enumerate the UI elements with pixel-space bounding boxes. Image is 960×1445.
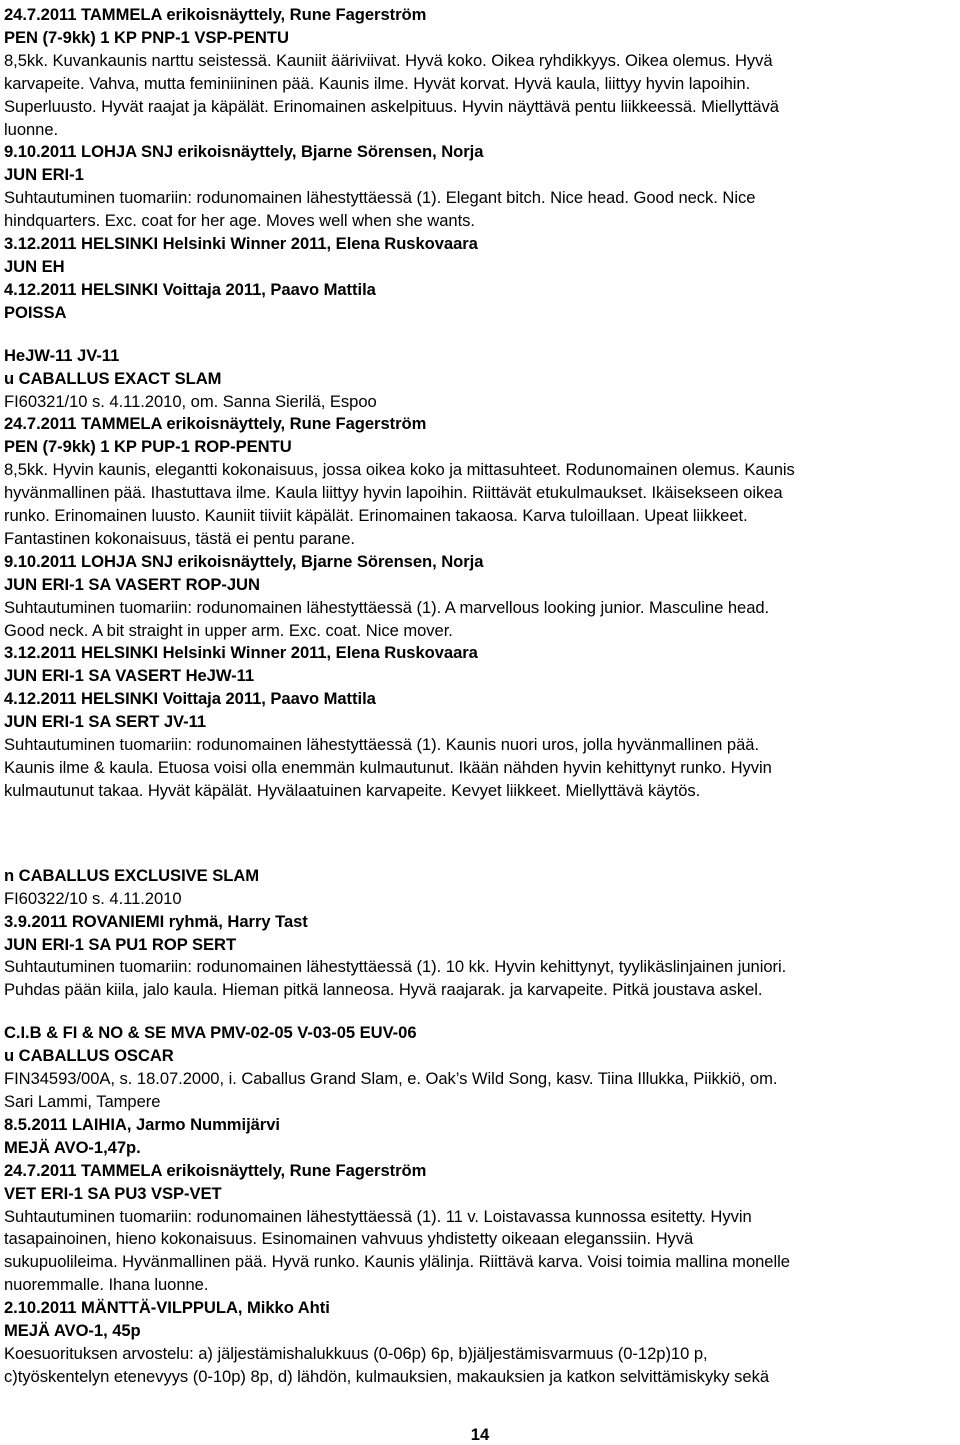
heading-line: 24.7.2011 TAMMELA erikoisnäyttely, Rune Fagerström [4,5,427,24]
text-line: Puhdas pään kiila, jalo kaula. Hieman pitkä lanneosa. Hyvä raajarak. ja karvapeite. Pitkä joustava askel. [4,980,763,1000]
text-line: Fantastinen kokonaisuus, tästä ei pentu parane. [4,528,355,548]
text-line: tasapainoinen, hieno kokonaisuus. Esinomainen vahvuus yhdistetty oikeaan eleganssiin. Hyvä [4,1229,694,1249]
text-line: Koesuorituksen arvostelu: a) jäljestämishalukkuus (0-06p) 6p, b)jäljestämisvarmuus (0-12p)10 p, [4,1343,708,1363]
text-line: Suhtautuminen tuomariin: rodunomainen lähestyttäessä (1). 11 v. Loistavassa kunnossa esitetty. Hyvin [4,1206,752,1226]
heading-line: 4.12.2011 HELSINKI Voittaja 2011, Paavo Mattila [4,279,376,299]
text-line: hyvänmallinen pää. Ihastuttava ilme. Kaula liittyy hyvin lapoihin. Riittävät etukulmaukset. Ikäisekseen oikea [4,483,783,503]
heading-line: 9.10.2011 LOHJA SNJ erikoisnäyttely, Bjarne Sörensen, Norja [4,142,484,162]
paragraph-gap [4,803,956,865]
text-line: kulmautunut takaa. Hyvät käpälät. Hyvälaatuinen karvapeite. Kevyet liikkeet. Miellyttävä käytös. [4,780,701,800]
heading-line: HeJW-11 JV-11 [4,345,120,365]
heading-line: VET ERI-1 SA PU3 VSP-VET [4,1183,222,1203]
text-line: FI60321/10 s. 4.11.2010, om. Sanna Sierilä, Espoo [4,391,377,411]
heading-line: 3.12.2011 HELSINKI Helsinki Winner 2011, Elena Ruskovaara [4,234,478,254]
heading-line: PEN (7-9kk) 1 KP PNP-1 VSP-PENTU [4,27,289,47]
heading-line: 8.5.2011 LAIHIA, Jarmo Nummijärvi [4,1114,280,1134]
text-line: Suhtautuminen tuomariin: rodunomainen lähestyttäessä (1). Kaunis nuori uros, jolla hyvänmallinen pää. [4,735,760,755]
text-line: Superluusto. Hyvät raajat ja käpälät. Erinomainen askelpituus. Hyvin näyttävä pentu liikkeessä. Miellyttävä [4,96,779,116]
text-line: runko. Erinomainen luusto. Kauniit tiiviit käpälät. Erinomainen takaosa. Karva tuloillaan. Upeat liikkeet. [4,506,748,526]
heading-line: u CABALLUS OSCAR [4,1046,174,1066]
text-line: sukupuolileima. Hyvänmallinen pää. Hyvä runko. Kaunis ylälinja. Riittävä karva. Voisi toimia mallina monelle [4,1252,790,1272]
paragraph-gap [4,325,956,345]
heading-line: 24.7.2011 TAMMELA erikoisnäyttely, Rune Fagerström [4,414,427,434]
heading-line: MEJÄ AVO-1, 45p [4,1321,141,1341]
text-line: Good neck. A bit straight in upper arm. Exc. coat. Nice mover. [4,620,453,640]
text-line: 8,5kk. Hyvin kaunis, elegantti kokonaisuus, jossa oikea koko ja mittasuhteet. Rodunomainen olemus. Kaunis [4,460,795,480]
text-line: karvapeite. Vahva, mutta feminiininen pää. Kaunis ilme. Hyvät korvat. Hyvä kaula, liittyy hyvin lapoihin. [4,73,751,93]
heading-line: 3.12.2011 HELSINKI Helsinki Winner 2011, Elena Ruskovaara [4,643,478,663]
text-line: c)työskentelyn etenevyys (0-10p) 8p, d) lähdön, kulmauksien, makauksien ja katkon selvittämiskyky sekä [4,1366,770,1386]
page-number: 14 [470,1425,490,1444]
heading-line: 2.10.2011 MÄNTTÄ-VILPPULA, Mikko Ahti [4,1298,330,1318]
heading-line: JUN ERI-1 [4,165,84,185]
heading-line: MEJÄ AVO-1,47p. [4,1137,141,1157]
heading-line: POISSA [4,302,67,322]
heading-line: n CABALLUS EXCLUSIVE SLAM [4,865,260,885]
heading-line: 9.10.2011 LOHJA SNJ erikoisnäyttely, Bjarne Sörensen, Norja [4,551,484,571]
heading-line: JUN EH [4,256,65,276]
document-page [4,4,956,1389]
heading-line: 4.12.2011 HELSINKI Voittaja 2011, Paavo Mattila [4,689,376,709]
paragraph-gap [4,1002,956,1022]
heading-line: JUN ERI-1 SA PU1 ROP SERT [4,934,237,954]
heading-line: C.I.B & FI & NO & SE MVA PMV-02-05 V-03-05 EUV-06 [4,1023,417,1043]
text-line: 8,5kk. Kuvankaunis narttu seistessä. Kauniit ääriviivat. Hyvä koko. Oikea ryhdikkyys. Oikea olemus. Hyvä [4,50,773,70]
text-line: Suhtautuminen tuomariin: rodunomainen lähestyttäessä (1). Elegant bitch. Nice head. Good neck. Nice [4,188,756,208]
text-line: Sari Lammi, Tampere [4,1091,161,1111]
heading-line: PEN (7-9kk) 1 KP PUP-1 ROP-PENTU [4,437,292,457]
text-line: hindquarters. Exc. coat for her age. Moves well when she wants. [4,211,475,231]
text-line: nuoremmalle. Ihana luonne. [4,1275,209,1295]
heading-line: 3.9.2011 ROVANIEMI ryhmä, Harry Tast [4,911,308,931]
heading-line: u CABALLUS EXACT SLAM [4,368,222,388]
text-line: FI60322/10 s. 4.11.2010 [4,888,182,908]
text-line: FIN34593/00A, s. 18.07.2000, i. Caballus Grand Slam, e. Oak’s Wild Song, kasv. Tiina Illukka, Piikkiö, om. [4,1069,778,1089]
text-line: Kaunis ilme & kaula. Etuosa voisi olla enemmän kulmautunut. Ikään nähden hyvin kehittynyt runko. Hyvin [4,758,772,777]
text-line: Suhtautuminen tuomariin: rodunomainen lähestyttäessä (1). A marvellous looking junior. Masculine head. [4,597,770,617]
heading-line: JUN ERI-1 SA VASERT ROP-JUN [4,574,260,594]
text-line: luonne. [4,119,59,139]
heading-line: JUN ERI-1 SA SERT JV-11 [4,712,207,732]
text-line: Suhtautuminen tuomariin: rodunomainen lähestyttäessä (1). 10 kk. Hyvin kehittynyt, tyylikäslinjainen juniori. [4,957,787,977]
heading-line: JUN ERI-1 SA VASERT HeJW-11 [4,666,255,686]
heading-line: 24.7.2011 TAMMELA erikoisnäyttely, Rune Fagerström [4,1160,427,1180]
